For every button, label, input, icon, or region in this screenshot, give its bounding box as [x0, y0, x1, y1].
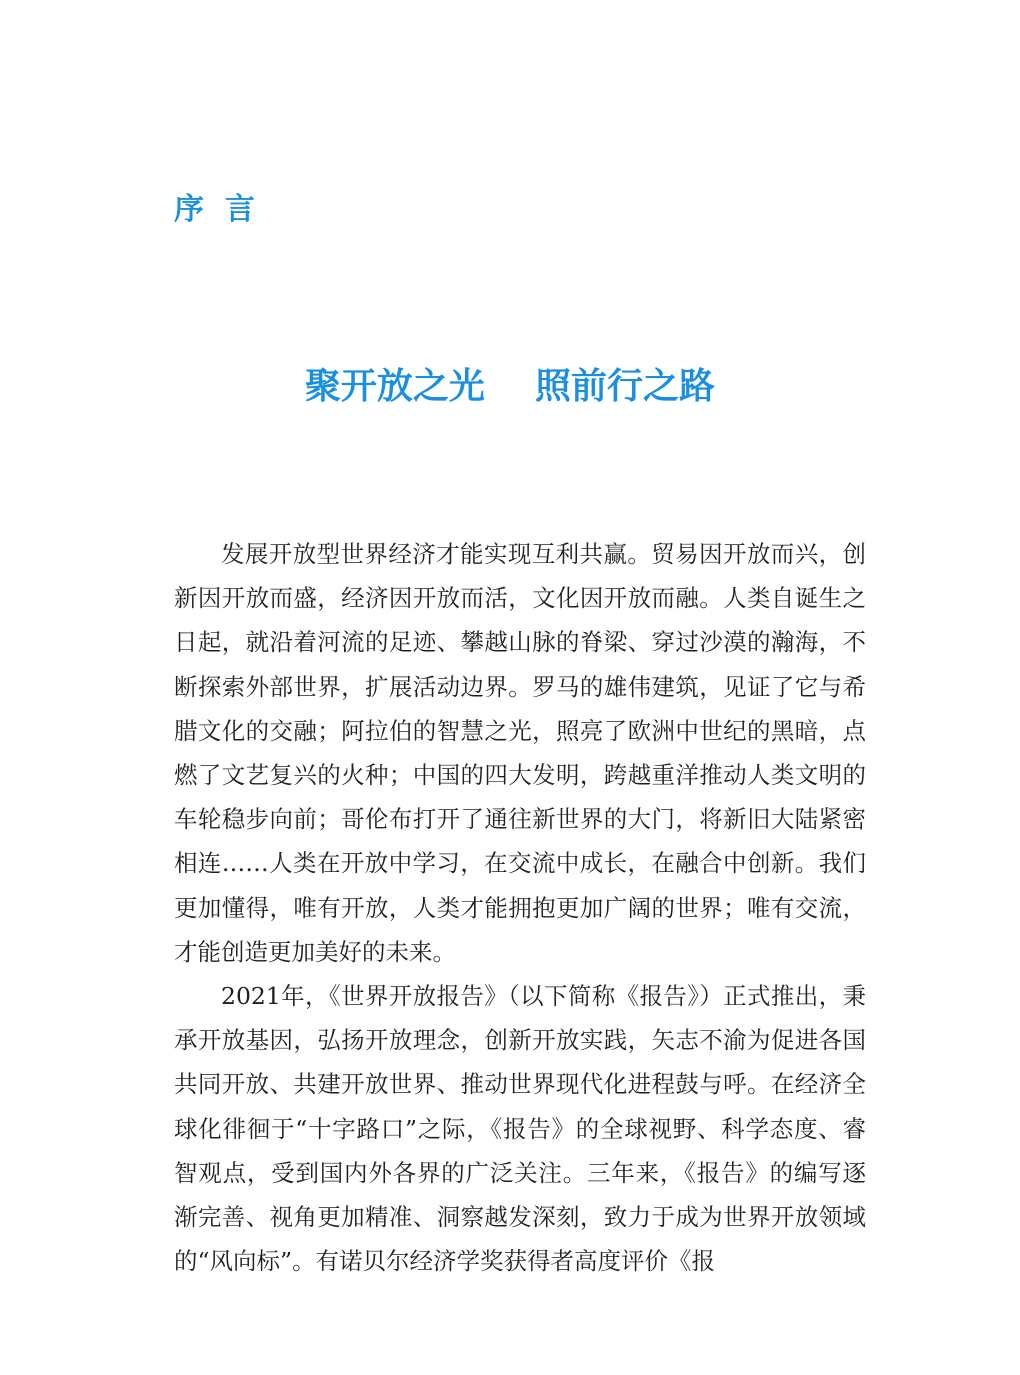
- body-text: [174, 532, 866, 1283]
- section-label: 序 言: [174, 192, 255, 227]
- paragraph-1: 发展开放型世界经济才能实现互利共赢。贸易因开放而兴，创新因开放而盛，经济因开放而活，文化因开放而融。人类自诞生之日起，就沿着河流的足迹、攀越山脉的脊梁、穿过沙漠的瀚海，不断探索外部世界，扩展活动边界。罗马的雄伟建筑，见证了它与希腊文化的交融；阿拉伯的智慧之光，照亮了欧洲中世纪的黑暗，点燃了文艺复兴的火种；中国的四大发明，跨越重洋推动人类文明的车轮稳步向前；哥伦布打开了通往新世界的大门，将新旧大陆紧密相连……人类在开放中学习，在交流中成长，在融合中创新。我们更加懂得，唯有开放，人类才能拥抱更加广阔的世界；唯有交流，才能创造更加美好的未来。: [174, 540, 866, 966]
- chapter-title: 聚开放之光 照前行之路: [304, 365, 716, 407]
- paragraph-2: 2021年，《世界开放报告》（以下简称《报告》）正式推出，秉承开放基因，弘扬开放理念，创新开放实践，矢志不渝为促进各国共同开放、共建开放世界、推动世界现代化进程鼓与呼。在经济全球化徘徊于“十字路口”之际，《报告》的全球视野、科学态度、睿智观点，受到国内外各界的广泛关注。三年来，《报告》的编写逐渐完善、视角更加精准、洞察越发深刻，致力于成为世界开放领域的“风向标”。有诺贝尔经济学奖获得者高度评价《报: [174, 982, 866, 1276]
